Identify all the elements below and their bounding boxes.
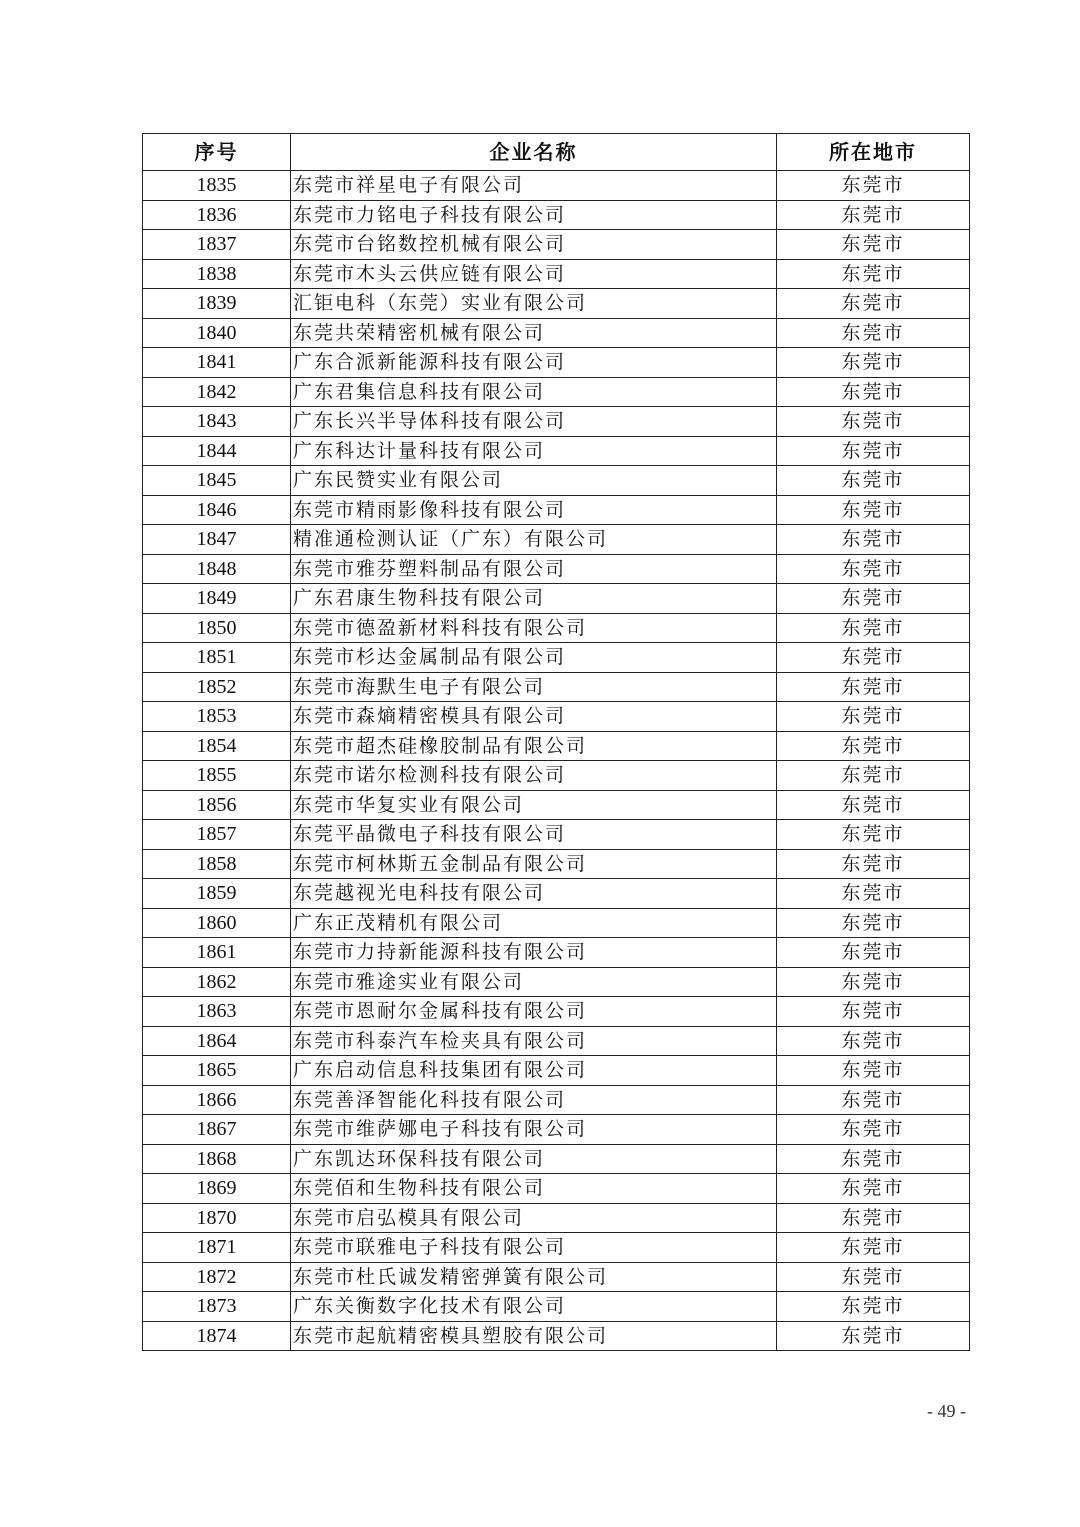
row-city: 东莞市: [777, 318, 970, 348]
row-company-name: 东莞市木头云供应链有限公司: [291, 259, 777, 289]
table-row: [143, 997, 970, 1027]
row-index: 1872: [143, 1262, 291, 1292]
row-index: 1855: [143, 761, 291, 791]
row-company-name: 东莞善泽智能化科技有限公司: [291, 1085, 777, 1115]
row-company-name: 广东正茂精机有限公司: [291, 908, 777, 938]
row-city: 东莞市: [777, 436, 970, 466]
row-city: 东莞市: [777, 1233, 970, 1263]
row-city: 东莞市: [777, 1321, 970, 1351]
row-company-name: 东莞市杉达金属制品有限公司: [291, 643, 777, 673]
table-row: [143, 554, 970, 584]
row-index: 1859: [143, 879, 291, 909]
row-index: 1836: [143, 200, 291, 230]
table-row: [143, 1262, 970, 1292]
table-row: [143, 849, 970, 879]
row-index: 1850: [143, 613, 291, 643]
row-company-name: 东莞市力持新能源科技有限公司: [291, 938, 777, 968]
row-city: 东莞市: [777, 495, 970, 525]
row-index: 1863: [143, 997, 291, 1027]
row-index: 1837: [143, 230, 291, 260]
header-city: 所在地市: [777, 134, 970, 171]
table-row: [143, 407, 970, 437]
row-city: 东莞市: [777, 1056, 970, 1086]
table-row: [143, 1292, 970, 1322]
row-city: 东莞市: [777, 672, 970, 702]
row-company-name: 东莞市柯林斯五金制品有限公司: [291, 849, 777, 879]
row-city: 东莞市: [777, 702, 970, 732]
row-index: 1868: [143, 1144, 291, 1174]
table-row: [143, 200, 970, 230]
row-city: 东莞市: [777, 1262, 970, 1292]
row-city: 东莞市: [777, 466, 970, 496]
row-company-name: 东莞市力铭电子科技有限公司: [291, 200, 777, 230]
table-body: [143, 171, 970, 1351]
row-index: 1847: [143, 525, 291, 555]
table-row: [143, 967, 970, 997]
row-company-name: 东莞市联雅电子科技有限公司: [291, 1233, 777, 1263]
row-city: 东莞市: [777, 584, 970, 614]
row-company-name: 东莞越视光电科技有限公司: [291, 879, 777, 909]
row-city: 东莞市: [777, 1203, 970, 1233]
table-row: [143, 731, 970, 761]
row-index: 1841: [143, 348, 291, 378]
row-index: 1846: [143, 495, 291, 525]
row-company-name: 精准通检测认证（广东）有限公司: [291, 525, 777, 555]
row-city: 东莞市: [777, 1115, 970, 1145]
row-city: 东莞市: [777, 525, 970, 555]
table-row: [143, 908, 970, 938]
row-company-name: 广东长兴半导体科技有限公司: [291, 407, 777, 437]
table-row: [143, 1144, 970, 1174]
row-company-name: 东莞市森熵精密模具有限公司: [291, 702, 777, 732]
row-index: 1844: [143, 436, 291, 466]
table-row: [143, 1026, 970, 1056]
table-row: [143, 761, 970, 791]
row-company-name: 广东君康生物科技有限公司: [291, 584, 777, 614]
row-company-name: 东莞市恩耐尔金属科技有限公司: [291, 997, 777, 1027]
row-company-name: 广东民赞实业有限公司: [291, 466, 777, 496]
table-row: [143, 938, 970, 968]
table-row: [143, 1203, 970, 1233]
row-company-name: 东莞市华复实业有限公司: [291, 790, 777, 820]
row-company-name: 东莞市海默生电子有限公司: [291, 672, 777, 702]
table-row: [143, 879, 970, 909]
table-row: [143, 289, 970, 319]
row-index: 1851: [143, 643, 291, 673]
header-name: 企业名称: [291, 134, 777, 171]
row-index: 1874: [143, 1321, 291, 1351]
row-index: 1835: [143, 171, 291, 201]
row-company-name: 广东君集信息科技有限公司: [291, 377, 777, 407]
row-company-name: 东莞平晶微电子科技有限公司: [291, 820, 777, 850]
table-row: [143, 820, 970, 850]
table-row: [143, 1115, 970, 1145]
row-company-name: 东莞市启弘模具有限公司: [291, 1203, 777, 1233]
row-company-name: 东莞市诺尔检测科技有限公司: [291, 761, 777, 791]
row-index: 1854: [143, 731, 291, 761]
row-company-name: 东莞市超杰硅橡胶制品有限公司: [291, 731, 777, 761]
row-company-name: 东莞市雅芬塑料制品有限公司: [291, 554, 777, 584]
header-row: [143, 134, 970, 171]
row-company-name: 东莞市科泰汽车检夹具有限公司: [291, 1026, 777, 1056]
table-header: [143, 134, 970, 171]
row-city: 东莞市: [777, 259, 970, 289]
row-city: 东莞市: [777, 289, 970, 319]
row-index: 1861: [143, 938, 291, 968]
row-index: 1840: [143, 318, 291, 348]
row-index: 1853: [143, 702, 291, 732]
row-city: 东莞市: [777, 200, 970, 230]
row-index: 1856: [143, 790, 291, 820]
table-row: [143, 1174, 970, 1204]
row-city: 东莞市: [777, 761, 970, 791]
row-company-name: 东莞市德盈新材料科技有限公司: [291, 613, 777, 643]
table-row: [143, 643, 970, 673]
row-city: 东莞市: [777, 1144, 970, 1174]
row-index: 1864: [143, 1026, 291, 1056]
row-index: 1873: [143, 1292, 291, 1322]
row-index: 1848: [143, 554, 291, 584]
row-city: 东莞市: [777, 171, 970, 201]
row-city: 东莞市: [777, 967, 970, 997]
row-index: 1839: [143, 289, 291, 319]
row-company-name: 东莞市杜氏诚发精密弹簧有限公司: [291, 1262, 777, 1292]
table-row: [143, 436, 970, 466]
row-index: 1838: [143, 259, 291, 289]
table-row: [143, 318, 970, 348]
row-company-name: 东莞市精雨影像科技有限公司: [291, 495, 777, 525]
table-row: [143, 672, 970, 702]
row-city: 东莞市: [777, 790, 970, 820]
row-company-name: 广东合派新能源科技有限公司: [291, 348, 777, 378]
row-city: 东莞市: [777, 908, 970, 938]
row-company-name: 东莞市维萨娜电子科技有限公司: [291, 1115, 777, 1145]
row-index: 1845: [143, 466, 291, 496]
row-city: 东莞市: [777, 938, 970, 968]
table-row: [143, 259, 970, 289]
row-city: 东莞市: [777, 377, 970, 407]
row-company-name: 广东凯达环保科技有限公司: [291, 1144, 777, 1174]
row-company-name: 东莞市起航精密模具塑胶有限公司: [291, 1321, 777, 1351]
row-city: 东莞市: [777, 879, 970, 909]
table-row: [143, 495, 970, 525]
table-row: [143, 1233, 970, 1263]
row-city: 东莞市: [777, 997, 970, 1027]
row-company-name: 东莞佰和生物科技有限公司: [291, 1174, 777, 1204]
row-company-name: 东莞市祥星电子有限公司: [291, 171, 777, 201]
row-index: 1860: [143, 908, 291, 938]
row-index: 1869: [143, 1174, 291, 1204]
row-city: 东莞市: [777, 348, 970, 378]
row-company-name: 广东关衡数字化技术有限公司: [291, 1292, 777, 1322]
table-row: [143, 377, 970, 407]
row-company-name: 汇钜电科（东莞）实业有限公司: [291, 289, 777, 319]
enterprise-table: [142, 133, 970, 1351]
row-city: 东莞市: [777, 731, 970, 761]
page-number: - 49 -: [927, 1401, 966, 1421]
row-company-name: 广东启动信息科技集团有限公司: [291, 1056, 777, 1086]
row-index: 1870: [143, 1203, 291, 1233]
row-city: 东莞市: [777, 1174, 970, 1204]
table-row: [143, 230, 970, 260]
table-row: [143, 1321, 970, 1351]
row-city: 东莞市: [777, 1292, 970, 1322]
row-index: 1843: [143, 407, 291, 437]
row-company-name: 广东科达计量科技有限公司: [291, 436, 777, 466]
row-city: 东莞市: [777, 820, 970, 850]
table-row: [143, 613, 970, 643]
table-row: [143, 171, 970, 201]
table-row: [143, 790, 970, 820]
row-index: 1852: [143, 672, 291, 702]
row-index: 1842: [143, 377, 291, 407]
table-row: [143, 348, 970, 378]
row-city: 东莞市: [777, 643, 970, 673]
row-index: 1858: [143, 849, 291, 879]
row-company-name: 东莞市雅途实业有限公司: [291, 967, 777, 997]
row-index: 1857: [143, 820, 291, 850]
row-index: 1871: [143, 1233, 291, 1263]
row-index: 1862: [143, 967, 291, 997]
header-index: 序号: [143, 134, 291, 171]
row-index: 1867: [143, 1115, 291, 1145]
table-row: [143, 702, 970, 732]
row-city: 东莞市: [777, 554, 970, 584]
row-city: 东莞市: [777, 1026, 970, 1056]
row-city: 东莞市: [777, 613, 970, 643]
row-city: 东莞市: [777, 1085, 970, 1115]
row-index: 1865: [143, 1056, 291, 1086]
table-row: [143, 584, 970, 614]
row-city: 东莞市: [777, 849, 970, 879]
row-index: 1866: [143, 1085, 291, 1115]
table-row: [143, 1056, 970, 1086]
row-city: 东莞市: [777, 230, 970, 260]
row-index: 1849: [143, 584, 291, 614]
row-city: 东莞市: [777, 407, 970, 437]
table-row: [143, 1085, 970, 1115]
table-row: [143, 466, 970, 496]
table-row: [143, 525, 970, 555]
row-company-name: 东莞市台铭数控机械有限公司: [291, 230, 777, 260]
row-company-name: 东莞共荣精密机械有限公司: [291, 318, 777, 348]
